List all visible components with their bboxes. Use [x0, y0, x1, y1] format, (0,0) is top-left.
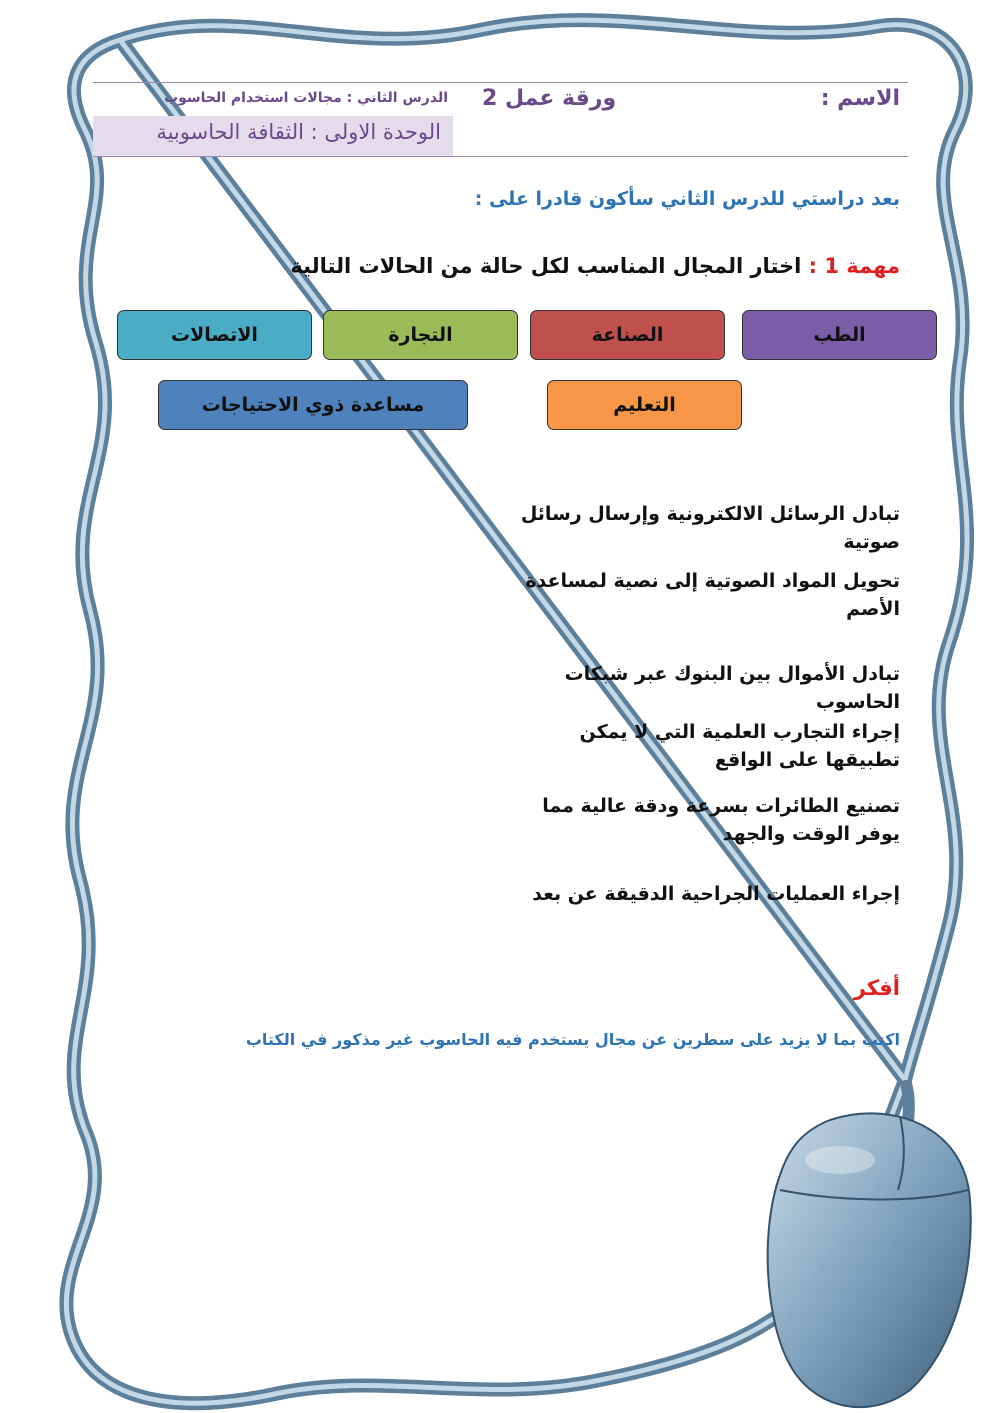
mouse-cable-tail	[905, 1080, 909, 1122]
think-heading: أفكر	[853, 976, 900, 1000]
case-item: تحويل المواد الصوتية إلى نصية لمساعدة الأصم	[525, 570, 900, 620]
think-prompt: اكتب بما لا يزيد على سطرين عن مجال يستخدم فيه الحاسوب غير مذكور في الكتاب	[245, 1030, 900, 1049]
header-divider-bottom	[93, 156, 908, 157]
unit-box	[93, 116, 453, 156]
case-item: تبادل الأموال بين البنوك عبر شبكات الحاسوب	[564, 663, 900, 713]
field-option-label: التجارة	[388, 324, 453, 346]
case-item: تصنيع الطائرات بسرعة ودقة عالية مما يوفر الوقت والجهد	[542, 795, 900, 845]
field-option-label: مساعدة ذوي الاحتياجات	[201, 394, 425, 416]
field-option-education[interactable]	[547, 380, 742, 430]
case-item: تبادل الرسائل الالكترونية وإرسال رسائل صوتية	[520, 503, 900, 553]
field-option-label: الاتصالات	[171, 324, 258, 346]
field-option-industry[interactable]	[530, 310, 725, 360]
field-option-special-needs[interactable]	[158, 380, 468, 430]
field-option-medicine[interactable]	[742, 310, 937, 360]
task-number: مهمة 1 :	[808, 254, 900, 278]
header-divider-top	[93, 82, 908, 83]
intro-text: بعد دراستي للدرس الثاني سأكون قادرا على :	[474, 188, 900, 210]
lesson-label: الدرس الثاني : مجالات استخدام الحاسوب	[164, 90, 448, 106]
case-item: إجراء التجارب العلمية التي لا يمكن تطبيقها على الواقع	[579, 721, 900, 771]
task-instruction: اختار المجال المناسب لكل حالة من الحالات التالية	[290, 254, 802, 278]
field-option-label: التعليم	[613, 394, 676, 416]
worksheet-title: ورقة عمل 2	[482, 86, 617, 111]
field-option-label: الطب	[813, 324, 866, 346]
field-option-label: الصناعة	[591, 324, 664, 346]
field-option-commerce[interactable]	[323, 310, 518, 360]
mouse-highlight	[805, 1146, 875, 1174]
case-item: إجراء العمليات الجراحية الدقيقة عن بعد	[532, 883, 900, 905]
student-name-label: الاسم :	[820, 86, 900, 111]
computer-mouse-icon	[760, 1080, 980, 1410]
field-option-communications[interactable]	[117, 310, 312, 360]
unit-label: الوحدة الاولى : الثقافة الحاسوبية	[156, 120, 441, 144]
task-heading	[290, 254, 900, 278]
